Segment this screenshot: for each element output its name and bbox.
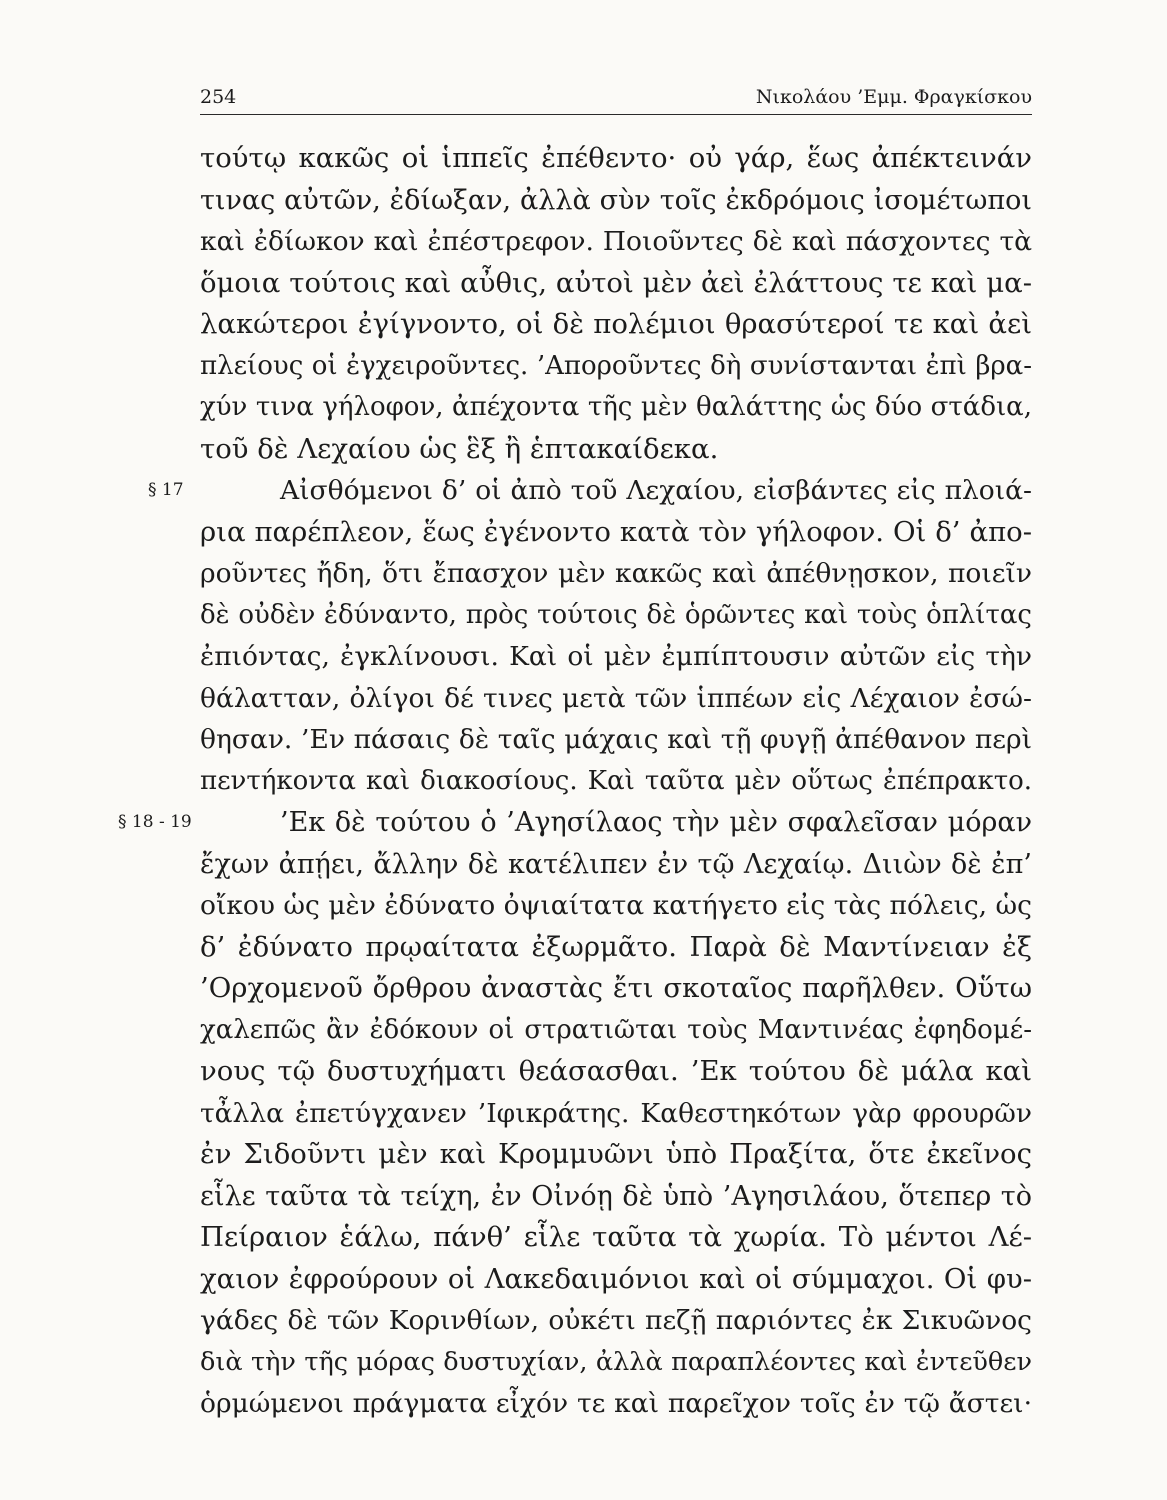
text-line: νους τῷ δυστυχήματι θεάσασθαι. ’Εκ τούτου δὲ μάλα καὶ (200, 1055, 1032, 1087)
text-line: καὶ ἐδίωκον καὶ ἐπέστρεφον. Ποιοῦντες δὲ καὶ πάσχοντες τὰ (200, 226, 1032, 257)
text-line: χαλεπῶς ἂν ἐδόκουν οἱ στρατιῶται τοὺς Μαντινέας ἐφηδομέ- (200, 1014, 1032, 1045)
text-line: Πείραιον ἑάλω, πάνθ’ εἷλε ταῦτα τὰ χωρία. Τὸ μέντοι Λέ- (200, 1221, 1032, 1253)
text-line: χαιον ἐφρούρουν οἱ Λακεδαιμόνιοι καὶ οἱ σύμμαχοι. Οἱ φυ- (200, 1262, 1032, 1295)
page-number: 254 (200, 86, 237, 108)
text-line: εἷλε ταῦτα τὰ τείχη, ἐν Οἰνόῃ δὲ ὑπὸ ’Αγησιλάου, ὅτεπερ τὸ (200, 1180, 1032, 1212)
header-rule (200, 114, 1032, 115)
text-line: ἐπιόντας, ἐγκλίνουσι. Καὶ οἱ μὲν ἐμπίπτουσιν αὐτῶν εἰς τὴν (200, 641, 1032, 672)
text-line: θησαν. ’Εν πάσαις δὲ ταῖς μάχαις καὶ τῇ φυγῇ ἀπέθανον περὶ (200, 724, 1032, 755)
text-line: Αἰσθόμενοι δ’ οἱ ἀπὸ τοῦ Λεχαίου, εἰσβάντες εἰς πλοιά- (280, 475, 1032, 506)
text-line: πλείους οἱ ἐγχειροῦντες. ’Απορoῦντες δὴ συνίστανται ἐπὶ βρα- (200, 350, 1032, 381)
text-line: θάλατταν, ὀλίγοι δέ τινες μετὰ τῶν ἱππέων εἰς Λέχαιον ἐσώ- (200, 682, 1032, 714)
text-line: τινας αὐτῶν, ἐδίωξαν, ἀλλὰ σὺν τοῖς ἐκδρόμοις ἰσομέτωποι (200, 184, 1032, 216)
text-line: ’Εκ δὲ τούτου ὁ ’Αγησίλαος τὴν μὲν σφαλεῖσαν μόραν (280, 807, 1032, 838)
section-marker-17: § 17 (148, 480, 184, 500)
text-line: ἐν Σιδοῦντι μὲν καὶ Κρομμυῶνι ὑπὸ Πραξίτα, ὅτε ἐκεῖνος (200, 1138, 1032, 1170)
text-line: τούτῳ κακῶς οἱ ἱππεῖς ἐπέθεντο· οὐ γάρ, ἕως ἀπέκτεινάν (200, 142, 1032, 174)
text-line: διὰ τὴν τῆς μόρας δυστυχίαν, ἀλλὰ παραπλέοντες καὶ ἐντεῦθεν (200, 1346, 1032, 1377)
text-line: λακώτεροι ἐγίγνοντο, οἱ δὲ πολέμιοι θρασύτεροί τε καὶ ἀεὶ (200, 308, 1032, 340)
text-line: χύν τινα γήλοφον, ἀπέχοντα τῆς μὲν θαλάττης ὡς δύο στάδια, (200, 392, 1032, 422)
text-line: γάδες δὲ τῶν Κορινθίων, οὐκέτι πεζῇ παριόντες ἐκ Σικυῶνος (200, 1305, 1032, 1336)
text-line: δὲ οὐδὲν ἐδύναντο, πρὸς τούτοις δὲ ὁρῶντες καὶ τοὺς ὁπλίτας (200, 599, 1032, 630)
page-header (200, 78, 1032, 108)
text-line: οἴκου ὡς μὲν ἐδύνατο ὀψιαίτατα κατήγετο εἰς τὰς πόλεις, ὡς (200, 890, 1032, 921)
section-marker-18-19: § 18 - 19 (118, 812, 192, 832)
running-title: Νικολάου ’Εμμ. Φραγκίσκου (755, 86, 1032, 108)
text-line: δ’ ἐδύνατο πρῳαίτατα ἐξωρμᾶτο. Παρὰ δὲ Μαντίνειαν ἐξ (200, 930, 1032, 963)
text-line: ὅμοια τούτοις καὶ αὖθις, αὐτοὶ μὲν ἀεὶ ἐλάττους τε καὶ μα- (200, 266, 1032, 299)
text-line: ὁρμώμενοι πράγματα εἶχόν τε καὶ παρεῖχον τοῖς ἐν τῷ ἄστει· (200, 1388, 1032, 1419)
text-line: πεντήκοντα καὶ διακοσίους. Καὶ ταῦτα μὲν οὕτως ἐπέπρακτο. (200, 765, 1032, 796)
text-line: τἆλλα ἐπετύγχανεν ’Ιφικράτης. Καθεστηκότων γὰρ φρουρῶν (200, 1097, 1032, 1129)
text-line: ἔχων ἀπῄει, ἄλλην δὲ κατέλιπεν ἐν τῷ Λεχαίῳ. Διιὼν δὲ ἐπ’ (200, 848, 1032, 880)
text-line: ρια παρέπλεον, ἕως ἐγένοντο κατὰ τὸν γήλοφον. Οἱ δ’ ἀπο- (200, 515, 1032, 548)
text-line: ροῦντες ἤδη, ὅτι ἔπασχον μὲν κακῶς καὶ ἀπέθνῃσκον, ποιεῖν (200, 558, 1032, 589)
main-text (200, 138, 1032, 1425)
text-line: ’Ορχομενοῦ ὄρθρου ἀναστὰς ἔτι σκοταῖος παρῆλθεν. Οὕτω (200, 972, 1032, 1004)
text-line: τοῦ δὲ Λεχαίου ὡς ἓξ ἢ ἑπτακαίδεκα. (200, 432, 719, 465)
